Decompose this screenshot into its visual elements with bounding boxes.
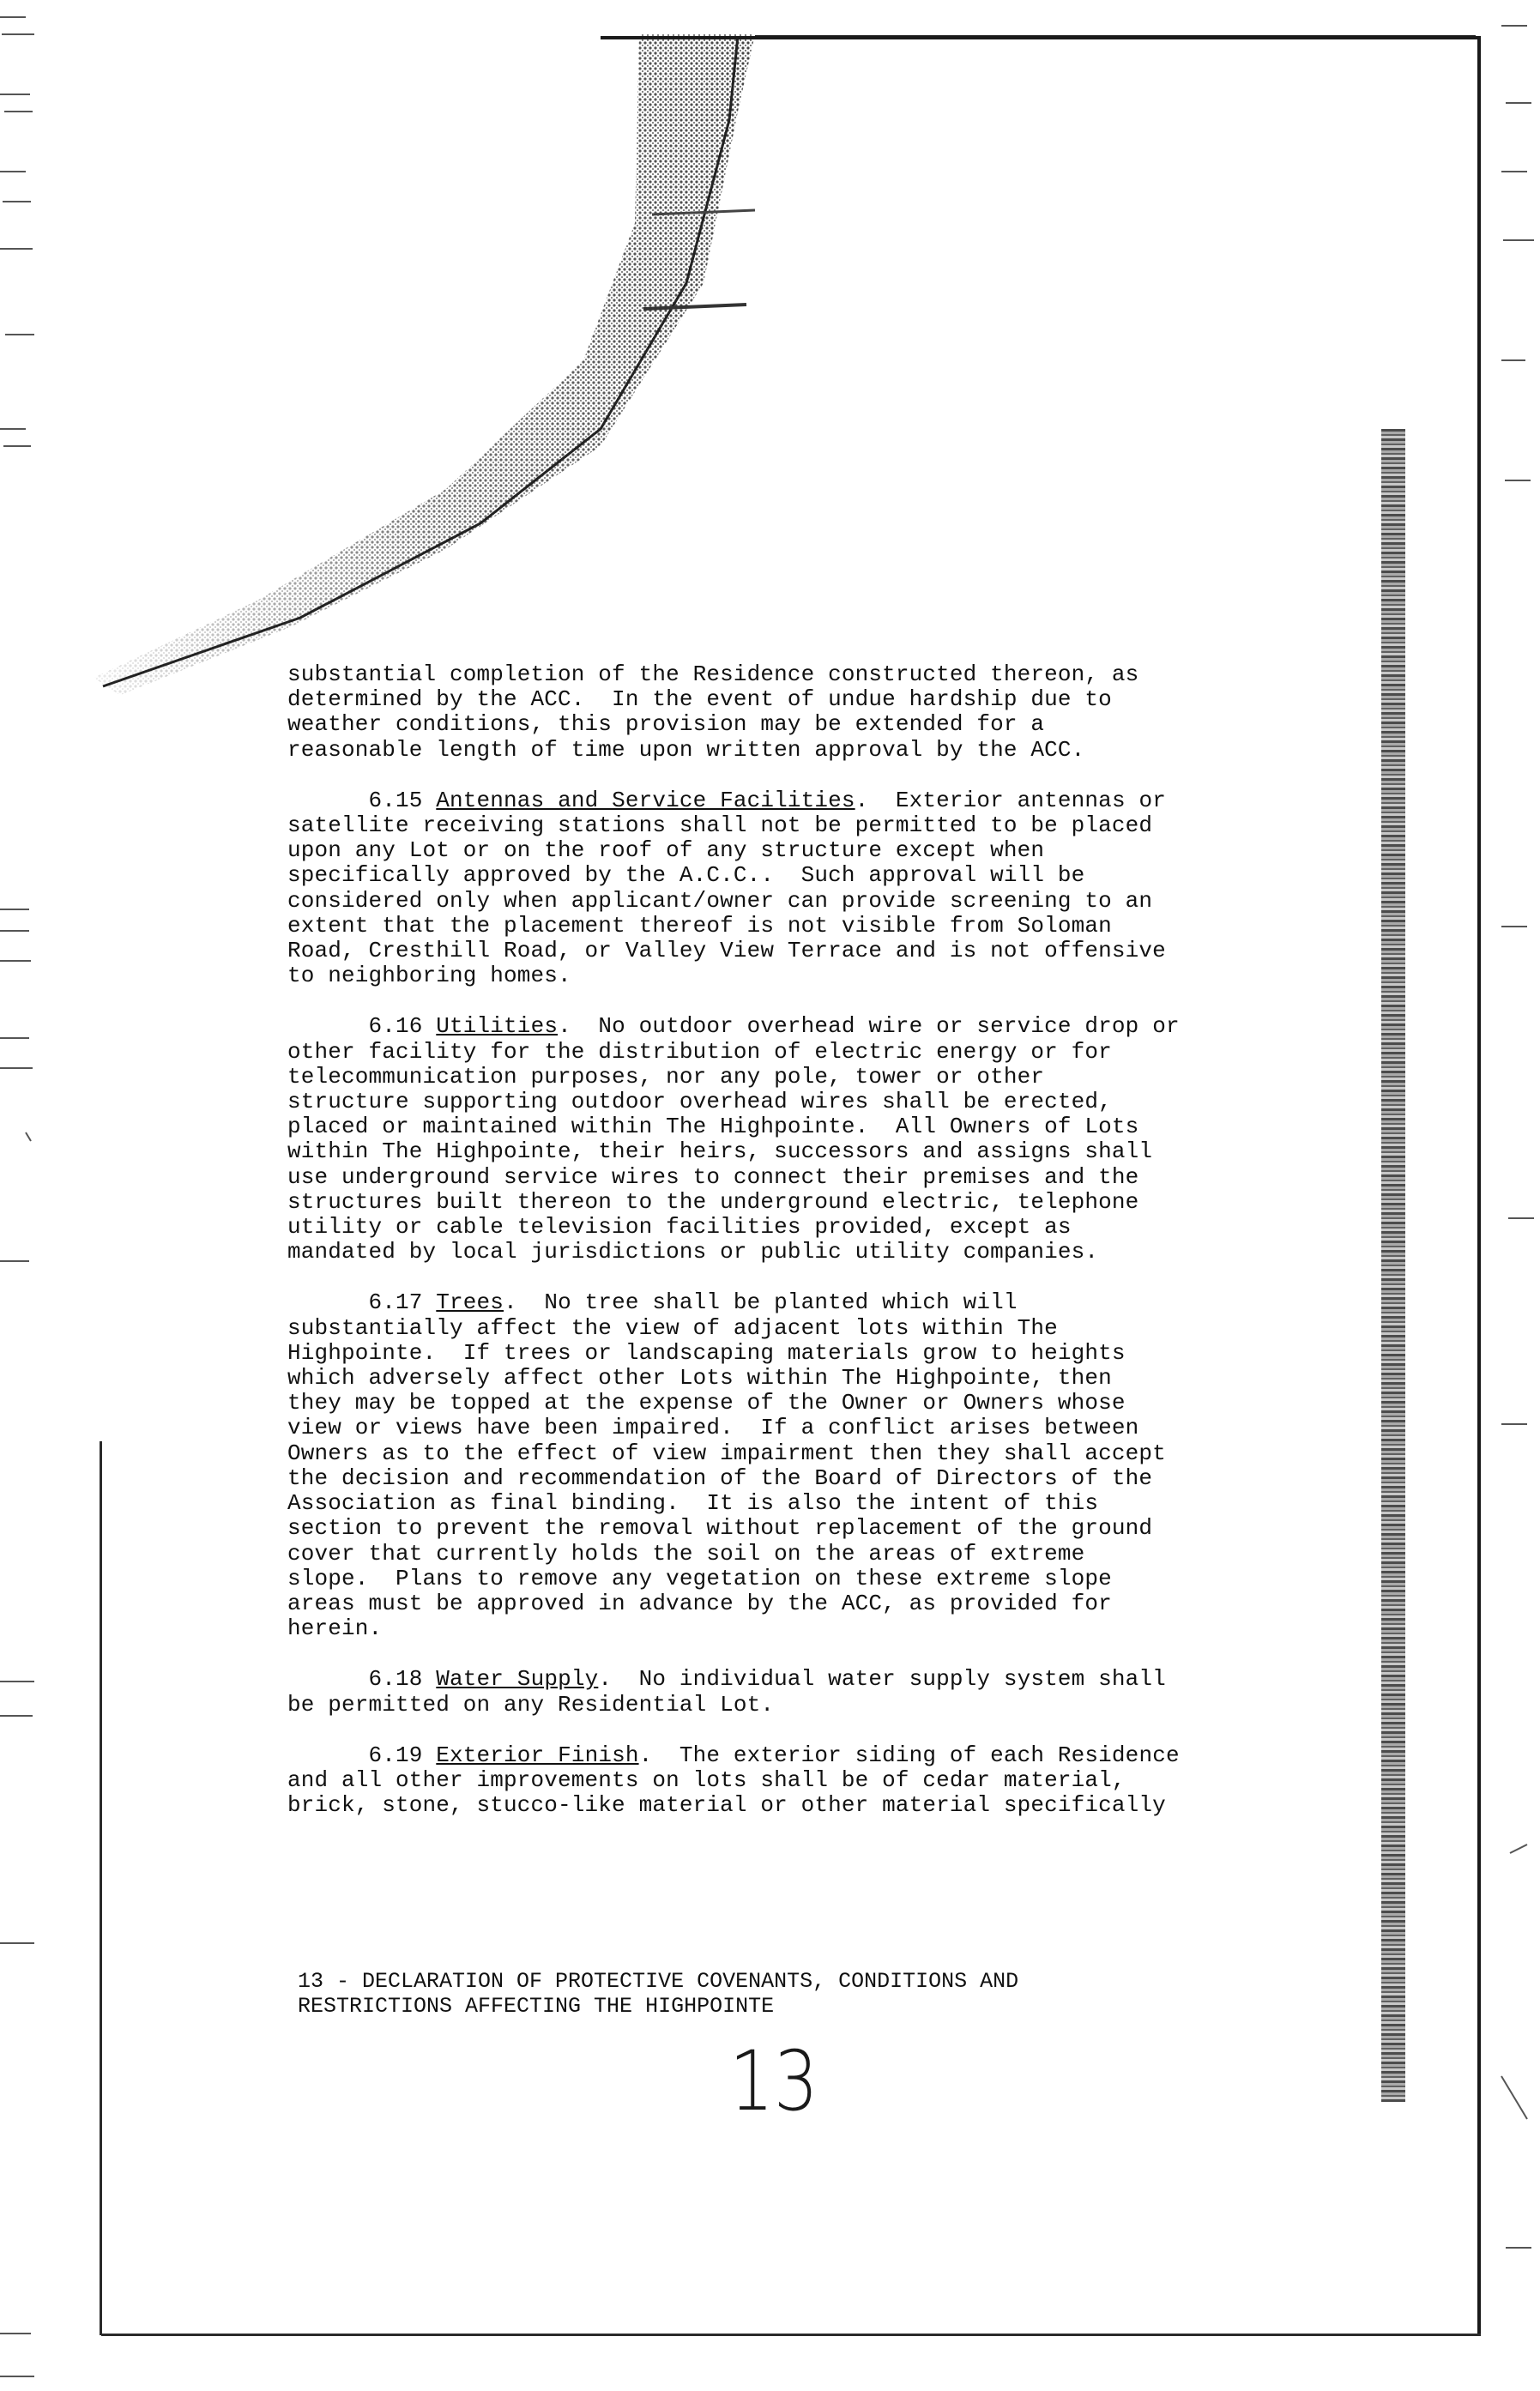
line: Highpointe. If trees or landscaping materials grow to heights (287, 1339, 1126, 1366)
line: the decision and recommendation of the Board of Directors of the (287, 1464, 1153, 1491)
line: which adversely affect other Lots within The Highpointe, then (287, 1365, 1112, 1392)
section-heading: Trees (436, 1289, 504, 1316)
line: Owners as to the effect of view impairment then they shall accept (287, 1440, 1166, 1466)
handwritten-page-number: 13 (729, 2033, 818, 2129)
section-heading: Antennas and Service Facilities (436, 787, 855, 813)
section-number: 6.15 (368, 787, 423, 813)
section-number: 6.18 (368, 1666, 423, 1693)
section-6-17-trees (287, 1290, 1261, 1641)
line: use underground service wires to connect their premises and the (287, 1163, 1139, 1190)
line: structures built thereon to the underground electric, telephone (287, 1188, 1139, 1215)
line: specifically approved by the A.C.C.. Such approval will be (287, 862, 1085, 889)
scan-frame-right (1477, 36, 1481, 2335)
line: reasonable length of time upon written approval by the ACC. (287, 736, 1085, 763)
line: structure supporting outdoor overhead wires shall be erected, (287, 1089, 1112, 1115)
line: telecommunication purposes, nor any pole, tower or other (287, 1063, 1045, 1090)
scan-frame-left (100, 1441, 102, 2335)
line: herein. (287, 1615, 383, 1642)
line: . Exterior antennas or (855, 787, 1166, 813)
scan-corner-shadow (0, 0, 1540, 772)
line: . The exterior siding of each Residence (638, 1742, 1180, 1768)
line: placed or maintained within The Highpointe. All Owners of Lots (287, 1114, 1139, 1140)
document-body (287, 662, 1261, 1844)
line: extent that the placement thereof is not visible from Soloman (287, 912, 1112, 939)
line: to neighboring homes. (287, 963, 571, 989)
section-6-19-exterior-finish (287, 1743, 1261, 1819)
line: areas must be approved in advance by the ACC, as provided for (287, 1590, 1112, 1616)
section-number: 6.17 (368, 1289, 423, 1316)
page-footer (298, 1969, 1018, 2019)
scan-frame-bottom (101, 2334, 1481, 2336)
line: . No outdoor overhead wire or service drop or (558, 1013, 1180, 1040)
scan-left-margin-marks (0, 0, 69, 2391)
line: substantial completion of the Residence constructed thereon, as (287, 661, 1139, 687)
line: and all other improvements on lots shall be of cedar material, (287, 1766, 1126, 1793)
section-heading: Exterior Finish (436, 1742, 639, 1768)
section-6-15-antennas (287, 788, 1261, 989)
scan-edge-strip (1381, 429, 1405, 2102)
line: they may be topped at the expense of the Owner or Owners whose (287, 1390, 1126, 1416)
line: substantially affect the view of adjacent lots within The (287, 1314, 1058, 1341)
line: weather conditions, this provision may be extended for a (287, 711, 1045, 738)
line: considered only when applicant/owner can provide screening to an (287, 887, 1153, 914)
scan-right-margin-marks (1493, 0, 1540, 2391)
line: cover that currently holds the soil on the areas of extreme (287, 1540, 1085, 1567)
line: other facility for the distribution of electric energy or for (287, 1038, 1112, 1065)
section-6-18-water-supply (287, 1667, 1261, 1717)
line: mandated by local jurisdictions or public utility companies. (287, 1239, 1099, 1265)
line: determined by the ACC. In the event of undue hardship due to (287, 686, 1112, 713)
line: . No tree shall be planted which will (504, 1289, 1018, 1316)
section-number: 6.19 (368, 1742, 423, 1768)
line: be permitted on any Residential Lot. (287, 1691, 775, 1718)
line: satellite receiving stations shall not be permitted to be placed (287, 812, 1153, 839)
line: brick, stone, stucco-like material or other material specifically (287, 1792, 1166, 1819)
line: within The Highpointe, their heirs, successors and assigns shall (287, 1138, 1153, 1165)
line: section to prevent the removal without replacement of the ground (287, 1515, 1153, 1542)
section-heading: Utilities (436, 1013, 559, 1040)
line: view or views have been impaired. If a conflict arises between (287, 1415, 1139, 1441)
scan-frame-top (601, 36, 1480, 39)
line: . No individual water supply system shall (598, 1666, 1166, 1693)
footer-line: 13 - DECLARATION OF PROTECTIVE COVENANTS, CONDITIONS AND (298, 1969, 1019, 1994)
line: utility or cable television facilities provided, except as (287, 1214, 1072, 1241)
section-heading: Water Supply (436, 1666, 599, 1693)
line: Road, Cresthill Road, or Valley View Terrace and is not offensive (287, 938, 1166, 964)
section-number: 6.16 (368, 1013, 423, 1040)
line: slope. Plans to remove any vegetation on these extreme slope (287, 1565, 1112, 1591)
paragraph-continuation (287, 662, 1261, 763)
section-6-16-utilities (287, 1014, 1261, 1265)
line: upon any Lot or on the roof of any structure except when (287, 837, 1045, 864)
footer-line: RESTRICTIONS AFFECTING THE HIGHPOINTE (298, 1994, 775, 2019)
line: Association as final binding. It is also the intent of this (287, 1490, 1099, 1517)
